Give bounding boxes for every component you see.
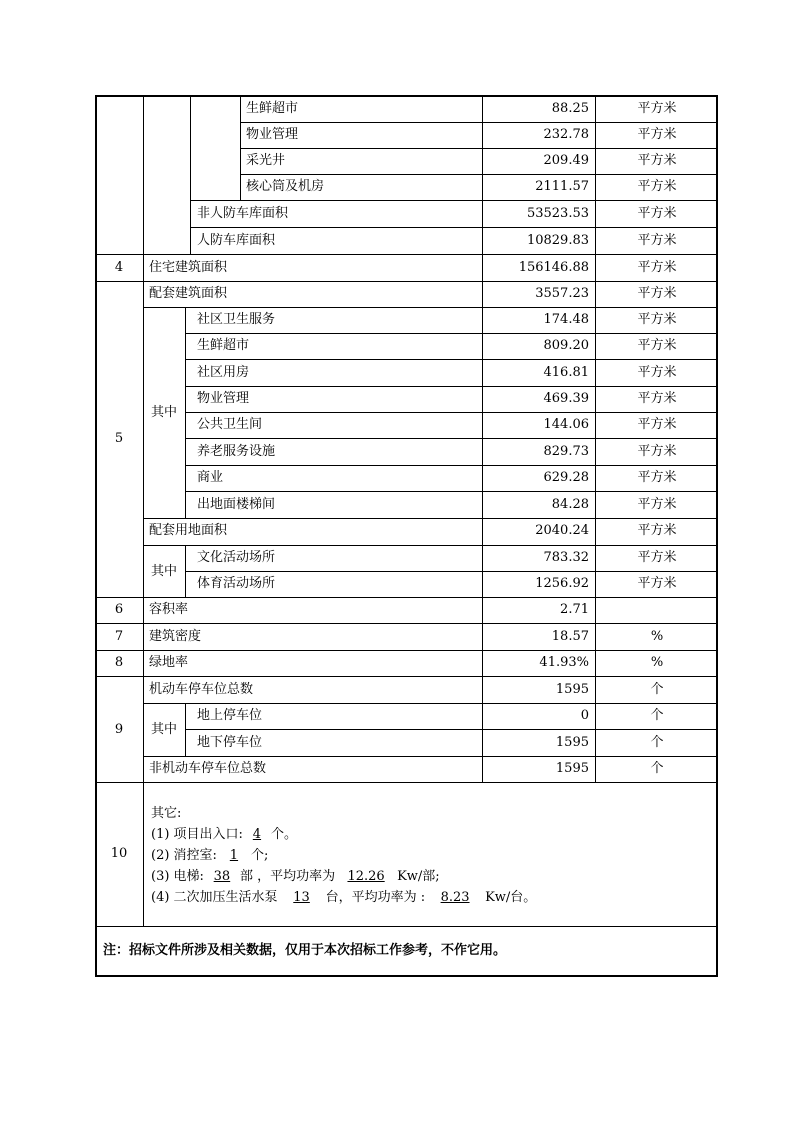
- other-text: (4) 二次加压生活水泵: [151, 890, 278, 905]
- other-value: 8.23: [440, 890, 470, 905]
- other-value: 4: [252, 827, 262, 842]
- row-unit: 平方米: [637, 523, 677, 538]
- row-value: 1595: [555, 682, 589, 697]
- other-value: 12.26: [347, 869, 385, 884]
- row-divider: [185, 333, 718, 334]
- row-label: 物业管理: [197, 391, 250, 406]
- other-value: 13: [293, 890, 310, 905]
- other-line-3: [151, 869, 440, 885]
- row-divider: [143, 703, 718, 704]
- other-line-1: [151, 827, 297, 843]
- column-divider: [595, 95, 596, 782]
- row-unit: 平方米: [637, 260, 677, 275]
- column-divider: [240, 95, 241, 200]
- row-unit: 平方米: [637, 417, 677, 432]
- row-label: 生鲜超市: [246, 101, 299, 116]
- column-divider: [185, 307, 186, 518]
- row-divider: [95, 597, 718, 598]
- row-divider: [95, 782, 718, 783]
- row-number: 9: [114, 722, 124, 737]
- row-divider: [95, 623, 718, 624]
- row-divider: [185, 359, 718, 360]
- row-label: 文化活动场所: [197, 550, 276, 565]
- row-label: 非人防车库面积: [197, 206, 289, 221]
- other-line-2: [151, 848, 268, 864]
- row-divider: [95, 926, 718, 927]
- row-divider: [185, 386, 718, 387]
- other-value: 38: [213, 869, 231, 884]
- row-unit: %: [650, 655, 664, 670]
- row-number: 8: [114, 655, 124, 670]
- other-text: (1) 项目出入口:: [151, 827, 243, 842]
- row-divider: [185, 571, 718, 572]
- row-value: 156146.88: [518, 260, 589, 275]
- row-label: 出地面楼梯间: [197, 497, 276, 512]
- row-label: 核心筒及机房: [246, 179, 325, 194]
- row-divider: [240, 148, 718, 149]
- row-unit: 个: [650, 682, 664, 697]
- row-value: 84.28: [551, 497, 589, 512]
- row-value: 1595: [555, 761, 589, 776]
- qizhong-label: 其中: [151, 722, 178, 737]
- row-unit: 平方米: [637, 127, 677, 142]
- row-unit: 平方米: [637, 286, 677, 301]
- row-value: 783.32: [543, 550, 589, 565]
- row-unit: 平方米: [637, 365, 677, 380]
- row-value: 0: [580, 708, 589, 723]
- row-value: 232.78: [543, 127, 589, 142]
- row-divider: [240, 122, 718, 123]
- row-unit: 平方米: [637, 444, 677, 459]
- row-value: 3557.23: [535, 286, 589, 301]
- row-unit: 平方米: [637, 179, 677, 194]
- column-divider: [185, 545, 186, 597]
- row-number: 10: [110, 846, 128, 861]
- row-value: 829.73: [543, 444, 589, 459]
- row-value: 2040.24: [535, 523, 589, 538]
- row-unit: 个: [650, 708, 664, 723]
- row-divider: [190, 227, 718, 228]
- row-value: 18.57: [551, 629, 589, 644]
- row-divider: [185, 412, 718, 413]
- row-divider: [143, 518, 718, 519]
- row-divider: [95, 676, 718, 677]
- other-text: Kw/台。: [485, 890, 537, 905]
- row-divider: [190, 200, 718, 201]
- column-divider: [482, 95, 483, 782]
- row-divider: [143, 307, 718, 308]
- footnote: 注：招标文件所涉及相关数据，仅用于本次招标工作参考，不作它用。: [103, 943, 507, 958]
- row-divider: [185, 729, 718, 730]
- row-unit: 平方米: [637, 497, 677, 512]
- row-number: 6: [114, 602, 124, 617]
- row-value: 2.71: [560, 602, 589, 617]
- other-text: Kw/部;: [397, 869, 440, 884]
- row-divider: [143, 756, 718, 757]
- row-divider: [143, 545, 718, 546]
- other-text: 台，平均功率为 :: [325, 890, 426, 905]
- row-label: 配套用地面积: [149, 523, 228, 538]
- other-text: (2) 消控室:: [151, 848, 217, 863]
- row-label: 住宅建筑面积: [149, 260, 228, 275]
- qizhong-label: 其中: [151, 405, 178, 420]
- row-unit: 个: [650, 761, 664, 776]
- row-unit: 平方米: [637, 101, 677, 116]
- row-label: 非机动车停车位总数: [149, 761, 267, 776]
- row-unit: 平方米: [637, 338, 677, 353]
- row-label: 体育活动场所: [197, 576, 276, 591]
- row-label: 配套建筑面积: [149, 286, 228, 301]
- row-label: 建筑密度: [149, 629, 202, 644]
- row-unit: 平方米: [637, 206, 677, 221]
- other-text: 个。: [270, 827, 297, 842]
- row-label: 容积率: [149, 602, 189, 617]
- row-label: 人防车库面积: [197, 233, 276, 248]
- qizhong-label: 其中: [151, 564, 178, 579]
- row-unit: 平方米: [637, 550, 677, 565]
- row-label: 绿地率: [149, 655, 189, 670]
- row-label: 社区用房: [197, 365, 250, 380]
- row-divider: [95, 650, 718, 651]
- column-divider: [185, 703, 186, 756]
- other-text: 个;: [250, 848, 269, 863]
- row-value: 1595: [555, 735, 589, 750]
- row-label: 物业管理: [246, 127, 299, 142]
- row-label: 商业: [197, 470, 224, 485]
- row-unit: %: [650, 629, 664, 644]
- other-title: 其它:: [151, 806, 182, 821]
- row-value: 469.39: [543, 391, 589, 406]
- row-divider: [185, 438, 718, 439]
- row-value: 53523.53: [526, 206, 589, 221]
- row-unit: 平方米: [637, 312, 677, 327]
- row-value: 209.49: [543, 153, 589, 168]
- row-unit: 平方米: [637, 233, 677, 248]
- column-divider: [190, 95, 191, 254]
- other-line-4: [151, 890, 536, 906]
- row-label: 生鲜超市: [197, 338, 250, 353]
- row-label: 公共卫生间: [197, 417, 263, 432]
- row-divider: [185, 465, 718, 466]
- row-value: 1256.92: [535, 576, 589, 591]
- row-number: 5: [114, 431, 124, 446]
- row-number: 7: [114, 629, 124, 644]
- other-text: (3) 电梯:: [151, 869, 204, 884]
- row-label: 采光井: [246, 153, 286, 168]
- row-value: 88.25: [551, 101, 589, 116]
- row-divider: [185, 491, 718, 492]
- row-value: 10829.83: [526, 233, 589, 248]
- row-value: 2111.57: [535, 179, 589, 194]
- row-divider: [95, 281, 718, 282]
- row-label: 社区卫生服务: [197, 312, 276, 327]
- row-label: 地下停车位: [197, 735, 263, 750]
- row-value: 174.48: [543, 312, 589, 327]
- row-unit: 平方米: [637, 576, 677, 591]
- row-unit: 平方米: [637, 470, 677, 485]
- row-divider: [95, 254, 718, 255]
- row-value: 629.28: [543, 470, 589, 485]
- row-number: 4: [114, 260, 124, 275]
- row-value: 416.81: [543, 365, 589, 380]
- row-label: 机动车停车位总数: [149, 682, 254, 697]
- row-value: 809.20: [543, 338, 589, 353]
- row-value: 41.93%: [539, 655, 589, 670]
- row-divider: [240, 174, 718, 175]
- row-unit: 个: [650, 735, 664, 750]
- row-label: 地上停车位: [197, 708, 263, 723]
- column-divider: [143, 95, 144, 926]
- other-value: 1: [229, 848, 239, 863]
- row-label: 养老服务设施: [197, 444, 276, 459]
- row-unit: 平方米: [637, 153, 677, 168]
- row-unit: 平方米: [637, 391, 677, 406]
- other-text: 部 ，平均功率为: [239, 869, 336, 884]
- row-value: 144.06: [543, 417, 589, 432]
